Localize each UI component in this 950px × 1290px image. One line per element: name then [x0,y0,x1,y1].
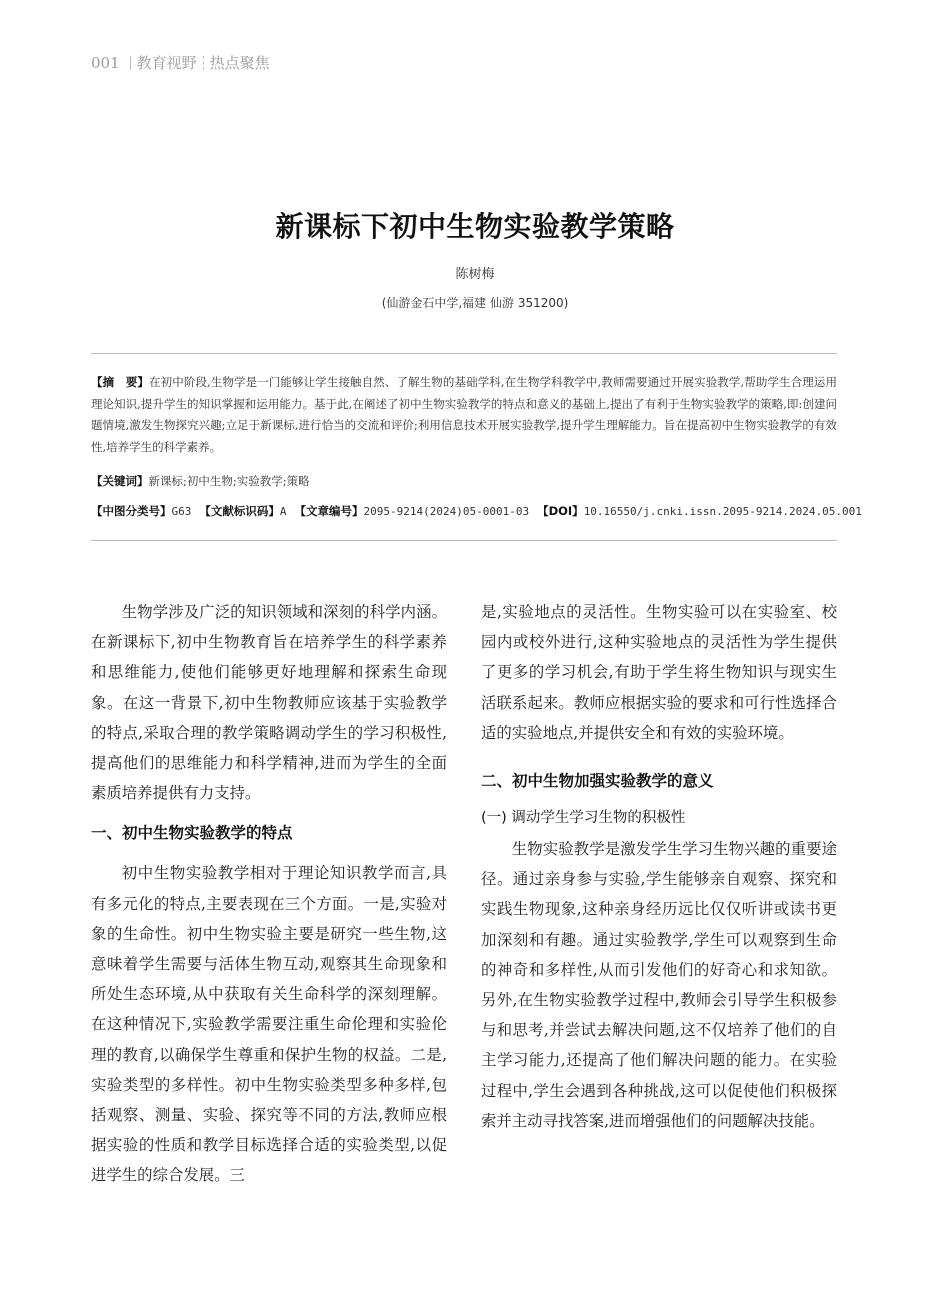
section1-heading: 一、初中生物实验教学的特点 [91,824,293,843]
author-affiliation: (仙游金石中学,福建 仙游 351200) [381,296,569,310]
bottom-rule [91,540,837,541]
section1-paragraph: 初中生物实验教学相对于理论知识教学而言,具有多元化的特点,主要表现在三个方面。一是,实验对象的生命性。初中生物实验主要是研究一些生物,这意味着学生需要与活体生物互动,观察其生命现象和所处生态环境,从中获取有关生命科学的深刻理解。在这种情况下,实验教学需要注重生命伦理和实验伦理的教育,以确保学生尊重和保护生物的权益。二是,实验类型的多样性。初中生物实验类型多种多样,包括观察、测量、实验、探究等不同的方法,教师应根据实验的性质和教学目标选择合适的实验类型,以促进学生的综合发展。三 [91,864,447,1185]
left-column [91,597,447,1191]
page-number: 001 [91,54,120,72]
header-subsection: 热点聚焦 [209,54,270,72]
article-no-value: 2095-9214(2024)05-0001-03 [363,505,530,518]
article-title: 新课标下初中生物实验教学策略 [275,210,675,243]
author-name: 陈树梅 [455,267,495,282]
article-no-label: 【文章编号】 [294,504,364,518]
identifiers-block [91,501,862,523]
doi-label: 【DOI】 [537,504,584,518]
abstract-text: 在初中阶段,生物学是一门能够让学生接触自然、了解生物的基础学科,在生物学科教学中,教师需要通过开展实验教学,帮助学生合理运用理论知识,提升学生的知识掌握和运用能力。基于此,在阐述了初中生物实验教学的特点和意义的基础上,提出了有利于生物实验教学的策略,即:创建问题情境,激发生物探究兴趣;立足于新课标,进行恰当的交流和评价;利用信息技术开展实验教学,提升学生理解能力。旨在提高初中生物实验教学的有效性,培养学生的科学素养。 [91,375,838,454]
header-divider-dashed [203,56,204,70]
right-column [481,597,837,1136]
header-section: 教育视野 [136,54,197,72]
section2-sub1-paragraph: 生物实验教学是激发学生学习生物兴趣的重要途径。通过亲身参与实验,学生能够亲自观察、探究和实践生物现象,这种亲身经历远比仅仅听讲或读书更加深刻和有趣。通过实验教学,学生可以观察到生命的神奇和多样性,从而引发他们的好奇心和求知欲。另外,在生物实验教学过程中,教师会引导学生积极参与和思考,并尝试去解决问题,这不仅培养了他们的自主学习能力,还提高了他们解决问题的能力。在实验过程中,学生会遇到各种挑战,这可以促使他们积极探索并主动寻找答案,进而增强他们的问题解决技能。 [481,840,837,1130]
top-rule [91,353,837,354]
section2-subheading-1: (一) 调动学生学习生物的积极性 [481,810,686,827]
keywords-label: 【关键词】 [91,474,149,488]
section1-paragraph-continued: 是,实验地点的灵活性。生物实验可以在实验室、校园内或校外进行,这种实验地点的灵活性为学生提供了更多的学习机会,有助于学生将生物知识与现实生活联系起来。教师应根据实验的要求和可行性选择合适的实验地点,并提供安全和有效的实验环境。 [481,603,837,742]
section2-heading: 二、初中生物加强实验教学的意义 [481,772,714,791]
keywords-block [91,471,837,493]
keywords-text: 新课标;初中生物;实验教学;策略 [148,474,310,488]
doi-value: 10.16550/j.cnki.issn.2095-9214.2024.05.001 [583,505,862,518]
intro-paragraph: 生物学涉及广泛的知识领域和深刻的科学内涵。在新课标下,初中生物教育旨在培养学生的科学素养和思维能力,使他们能够更好地理解和探索生命现象。在这一背景下,初中生物教师应该基于实验教学的特点,采取合理的教学策略调动学生的学习积极性,提高他们的思维能力和科学精神,进而为学生的全面素质培养提供有力支持。 [91,603,447,803]
header-divider [130,56,131,70]
abstract-block [91,372,837,458]
doc-code-value: A [279,505,287,518]
running-header [91,52,270,73]
clc-label: 【中图分类号】 [91,504,172,518]
abstract-label: 【摘 要】 [91,375,150,389]
clc-value: G63 [171,505,192,518]
doc-code-label: 【文献标识码】 [199,504,280,518]
